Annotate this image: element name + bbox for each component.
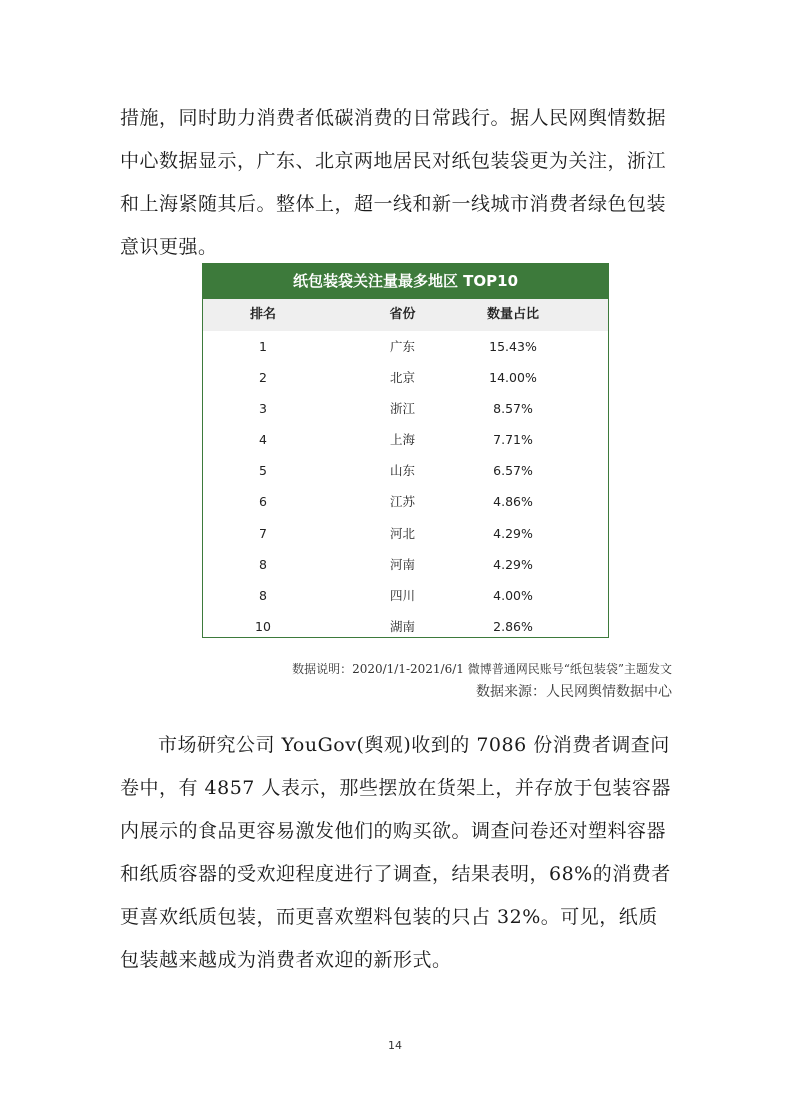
table-row <box>203 518 608 549</box>
table-row <box>203 455 608 486</box>
province-cell: 浙江 <box>389 401 415 417</box>
table-title: 纸包装袋关注量最多地区 TOP10 <box>203 264 608 299</box>
share-cell: 4.86% <box>493 494 533 510</box>
share-cell: 4.00% <box>493 587 533 603</box>
table-row <box>203 424 608 455</box>
rank-cell: 1 <box>259 339 267 354</box>
rank-cell: 2 <box>259 370 267 386</box>
ranking-table <box>202 263 609 638</box>
header-rank: 排名 <box>249 307 276 322</box>
province-cell: 河北 <box>389 525 415 541</box>
body-paragraph-2: 市场研究公司 YouGov(舆观)收到的 7086 份消费者调查问卷中，有 4857 人表示，那些摆放在货架上，并存放于包装容器内展示的食品更容易激发他们的购买欲。调查问卷还对塑料容器和纸质容器的受欢迎程度进行了调查，结果表明，68%的消费者更喜欢纸质包装，而更喜欢塑料包装的只占 32%。可见，纸质包装越来越成为消费者欢迎的新形式。 <box>120 734 671 971</box>
province-cell: 四川 <box>389 587 415 603</box>
share-cell: 7.71% <box>493 432 533 448</box>
rank-cell: 6 <box>259 494 267 510</box>
share-cell: 15.43% <box>489 339 537 354</box>
body-paragraph-1: 措施，同时助力消费者低碳消费的日常践行。据人民网舆情数据中心数据显示，广东、北京两地居民对纸包装袋更为关注，浙江和上海紧随其后。整体上，超一线和新一线城市消费者绿色包装意识更强。 <box>120 107 667 258</box>
table-row <box>203 580 608 611</box>
share-cell: 14.00% <box>489 370 537 386</box>
rank-cell: 5 <box>259 463 267 479</box>
rank-cell: 8 <box>259 556 267 572</box>
province-cell: 广东 <box>389 339 415 354</box>
share-cell: 4.29% <box>493 525 533 541</box>
rank-cell: 10 <box>255 618 271 634</box>
data-source-note: 数据来源：人民网舆情数据中心 <box>476 684 672 700</box>
rank-cell: 3 <box>259 401 267 417</box>
table-header-row <box>203 299 608 331</box>
data-description-note: 数据说明：2020/1/1-2021/6/1 微博普通网民账号“纸包装袋”主题发文 <box>292 662 672 676</box>
rank-cell: 7 <box>259 525 267 541</box>
table-row <box>203 362 608 393</box>
share-cell: 2.86% <box>493 618 533 634</box>
province-cell: 湖南 <box>389 618 415 634</box>
province-cell: 上海 <box>389 432 415 448</box>
page-number: 14 <box>388 1039 402 1052</box>
share-cell: 6.57% <box>493 463 533 479</box>
table-row <box>203 549 608 580</box>
table-row <box>203 611 608 642</box>
rank-cell: 4 <box>259 432 267 448</box>
province-cell: 北京 <box>389 370 415 386</box>
province-cell: 山东 <box>389 463 415 479</box>
share-cell: 4.29% <box>493 556 533 572</box>
table-row <box>203 486 608 517</box>
share-cell: 8.57% <box>493 401 533 417</box>
table-row <box>203 393 608 424</box>
header-share: 数量占比 <box>486 307 539 322</box>
province-cell: 江苏 <box>389 494 415 510</box>
rank-cell: 8 <box>259 587 267 603</box>
table-row <box>203 331 608 362</box>
header-province: 省份 <box>389 307 416 322</box>
province-cell: 河南 <box>389 556 415 572</box>
